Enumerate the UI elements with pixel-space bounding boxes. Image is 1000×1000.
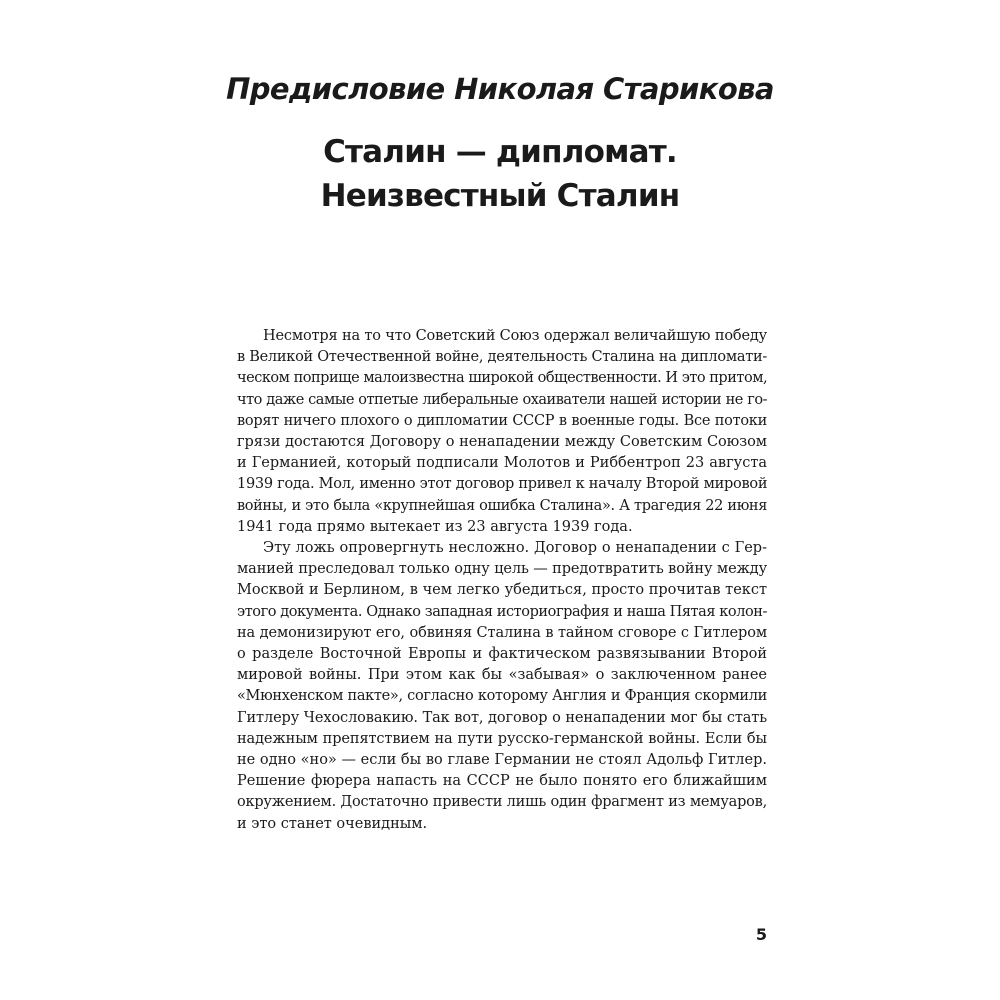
text-line: «Мюнхенском пакте», согласно которому Англия и Франция скормили bbox=[237, 688, 767, 705]
text-line: не одно «но» — если бы во главе Германии не стоял Адольф Гитлер. bbox=[237, 752, 767, 769]
text-line: о разделе Восточной Европы и фактическом развязывании Второй bbox=[237, 646, 767, 663]
text-line: ворят ничего плохого о дипломатии СССР в военные годы. Все потоки bbox=[237, 412, 767, 429]
chapter-title bbox=[0, 130, 1000, 218]
text-line: на демонизируют его, обвиняя Сталина в тайном сговоре с Гитлером bbox=[237, 624, 767, 641]
text-line: манией преследовал только одну цель — предотвратить войну между bbox=[237, 561, 768, 578]
text-line: мировой войны. При этом как бы «забывая» о заключенном ранее bbox=[237, 667, 767, 684]
text-line: что даже самые отпетые либеральные охаиватели нашей истории не го- bbox=[237, 391, 767, 408]
text-line: 1941 года прямо вытекает из 23 августа 1939 года. bbox=[237, 518, 633, 535]
text-line: Гитлеру Чехословакию. Так вот, договор о ненападении мог бы стать bbox=[237, 709, 767, 726]
paragraph bbox=[237, 538, 767, 835]
text-line: и это станет очевидным. bbox=[237, 815, 428, 832]
paragraph bbox=[237, 326, 767, 538]
text-line: этого документа. Однако западная историография и наша Пятая колон- bbox=[237, 603, 767, 620]
chapter-title-line-1: Сталин — дипломат. bbox=[323, 134, 677, 170]
text-line: надежным препятствием на пути русско-германской войны. Если бы bbox=[237, 730, 767, 747]
text-line: ческом поприще малоизвестна широкой общественности. И это притом, bbox=[237, 370, 768, 387]
chapter-title-line-2: Неизвестный Сталин bbox=[320, 178, 680, 214]
text-line: и Германией, который подписали Молотов и Риббентроп 23 августа bbox=[237, 455, 767, 472]
text-line: грязи достаются Договору о ненападении между Советским Союзом bbox=[237, 434, 767, 451]
text-line: Эту ложь опровергнуть несложно. Договор о ненападении с Гер- bbox=[263, 540, 767, 557]
body-text bbox=[237, 326, 767, 835]
text-line: Несмотря на то что Советский Союз одержал величайшую победу bbox=[263, 328, 768, 344]
text-line: Москвой и Берлином, в чем легко убедиться, просто прочитав текст bbox=[237, 582, 767, 599]
text-line: войны, и это была «крупнейшая ошибка Сталина». А трагедия 22 июня bbox=[237, 497, 767, 514]
chapter-subtitle: Предисловие Николая Старикова bbox=[226, 72, 774, 106]
text-line: Решение фюрера напасть на СССР не было понято его ближайшим bbox=[237, 773, 767, 790]
text-line: 1939 года. Мол, именно этот договор привел к началу Второй мировой bbox=[237, 476, 768, 493]
page-number: 5 bbox=[755, 925, 767, 944]
text-line: окружением. Достаточно привести лишь один фрагмент из мемуаров, bbox=[237, 794, 767, 811]
text-line: в Великой Отечественной войне, деятельность Сталина на дипломати- bbox=[237, 349, 767, 366]
